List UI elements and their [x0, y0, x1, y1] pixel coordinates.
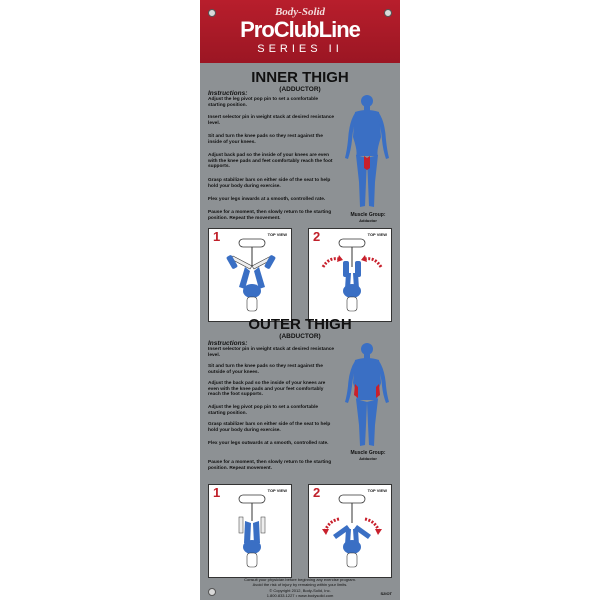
inner-step-3: Sit and turn the knee pads so they rest against the inside of your knees. [208, 134, 323, 145]
footer-copyright: © Copyright 2012, Body-Solid, Inc. [269, 588, 331, 593]
outer-muscle-group [348, 450, 388, 461]
panel-number: 1 [213, 485, 221, 500]
outer-muscle-group-value: Adductor [359, 456, 377, 461]
outer-muscle-group-label: Muscle Group: [350, 450, 386, 456]
outer-step-panel-1 [208, 484, 292, 578]
footer-contact: 1.800.833.1227 • www.bodysolid.com [266, 593, 334, 598]
body-figure-front-icon [340, 92, 394, 212]
panel-number: 1 [213, 229, 221, 244]
footer-warning-1: Consult your physician before beginning any exercise program. [244, 577, 356, 582]
machine-top-view-icon [209, 485, 291, 577]
outer-thigh-title: OUTER THIGH [248, 316, 352, 333]
outer-step-1: Insert selector pin in weight stack at desired resistance level. [208, 347, 335, 358]
outer-step-panel-2 [308, 484, 392, 578]
mounting-bolt [208, 588, 216, 596]
inner-step-7: Pause for a moment, then slowly return to the starting position. Repeat the movement. [208, 210, 332, 221]
inner-step-panel-1 [208, 228, 292, 322]
top-view-label: TOP VIEW [367, 488, 387, 493]
inner-thigh-title: INNER THIGH [251, 69, 349, 86]
placard-code: S2IOT [380, 591, 392, 596]
machine-top-view-icon [309, 229, 391, 321]
machine-top-view-icon [309, 485, 391, 577]
top-view-label: TOP VIEW [267, 232, 287, 237]
outer-thigh-subtitle: (ABDUCTOR) [279, 333, 321, 340]
inner-step-panel-2 [308, 228, 392, 322]
inner-muscle-group-label: Muscle Group: [350, 212, 386, 218]
inner-step-5: Grasp stabilizer bars on either side of the seat to help hold your body during exercise. [208, 178, 331, 189]
outer-step-2: Sit and turn the knee pads so they rest against the outside of your knees. [208, 364, 323, 375]
inner-step-6: Flex your legs inwards at a smooth, controlled rate. [208, 197, 326, 202]
panel-number: 2 [313, 229, 321, 244]
top-view-label: TOP VIEW [367, 232, 387, 237]
inner-muscle-group [348, 212, 388, 223]
inner-step-4: Adjust back pad so the inside of your knees are even with the knee pads and feet comfortably reach the foot supports. [208, 153, 333, 170]
top-view-label: TOP VIEW [267, 488, 287, 493]
outer-step-5: Grasp stabilizer bars on either side of the seat to help hold your body during exercise. [208, 422, 331, 433]
outer-step-6: Flex your legs outwards at a smooth, controlled rate. [208, 441, 329, 446]
outer-instructions-heading: Instructions: [208, 340, 248, 347]
brand-line-name: ProClubLine [240, 17, 360, 42]
inner-thigh-subtitle: (ADDUCTOR) [279, 86, 321, 93]
brand-banner [200, 0, 400, 63]
brand-script-name: Body-Solid [274, 6, 326, 18]
body-figure-front-icon [340, 340, 394, 450]
inner-instructions-heading: Instructions: [208, 90, 248, 97]
machine-top-view-icon [209, 229, 291, 321]
inner-step-1: Adjust the leg pivot pop pin to set a comfortable starting position. [208, 97, 319, 108]
exercise-placard [200, 0, 400, 600]
inner-step-2: Insert selector pin in weight stack at desired resistance level. [208, 115, 335, 126]
inner-muscle-group-value: Adductor [359, 218, 377, 223]
panel-number: 2 [313, 485, 321, 500]
outer-step-3: Adjust the back pad so the inside of your knees are even with the knee pads and your feet comfortably reach the foot supports. [208, 381, 326, 398]
footer-warning-2: Avoid the risk of injury by remaining within your limits. [252, 582, 348, 587]
outer-step-4: Adjust the leg pivot pop pin to set a comfortable starting position. [208, 405, 319, 416]
brand-series: SERIES II [257, 43, 343, 55]
outer-step-7: Pause for a moment, then slowly return to the starting position. Repeat movement. [208, 460, 332, 471]
